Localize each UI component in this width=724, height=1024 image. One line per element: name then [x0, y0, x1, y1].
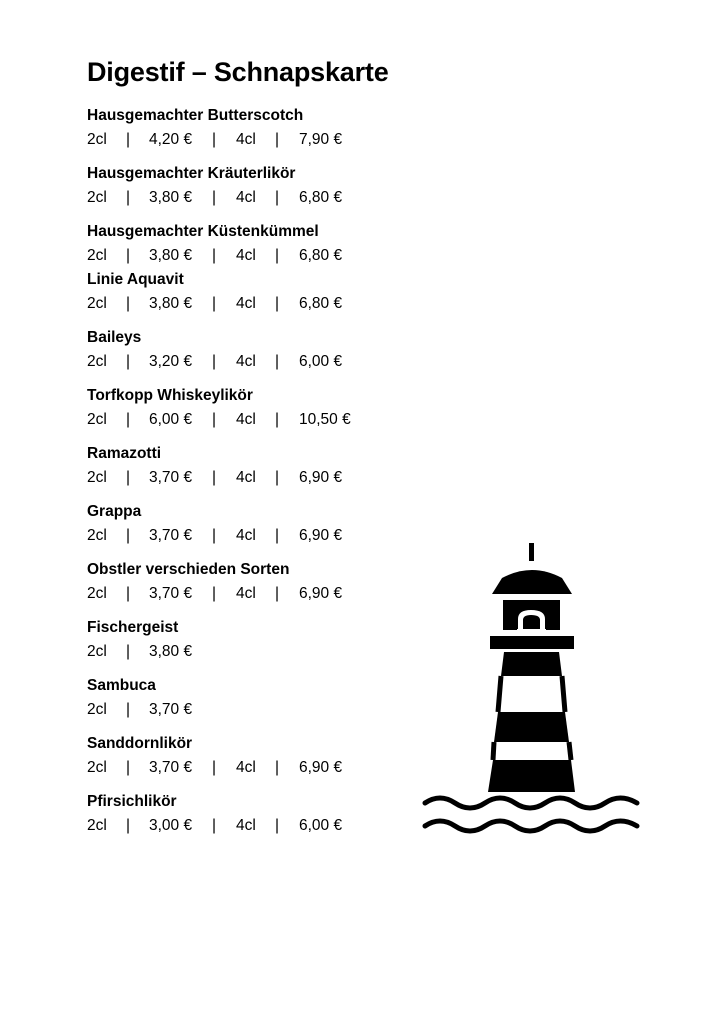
separator: | [275, 527, 280, 544]
size-large: 4cl [236, 817, 256, 834]
separator: | [212, 131, 217, 148]
item-name: Sambuca [87, 677, 156, 694]
size-small: 2cl [87, 817, 107, 834]
size-large: 4cl [236, 469, 256, 486]
size-large: 4cl [236, 527, 256, 544]
separator: | [126, 701, 131, 718]
separator: | [212, 759, 217, 776]
separator: | [275, 759, 280, 776]
separator: | [126, 353, 131, 370]
price-large: 10,50 € [299, 411, 351, 428]
separator: | [126, 189, 131, 206]
size-small: 2cl [87, 131, 107, 148]
separator: | [126, 247, 131, 264]
size-large: 4cl [236, 411, 256, 428]
price-large: 6,80 € [299, 189, 343, 206]
separator: | [212, 353, 217, 370]
size-large: 4cl [236, 247, 256, 264]
size-small: 2cl [87, 295, 107, 312]
price-small: 3,70 € [149, 759, 193, 776]
separator: | [126, 131, 131, 148]
separator: | [275, 469, 280, 486]
price-small: 3,20 € [149, 353, 193, 370]
size-small: 2cl [87, 353, 107, 370]
price-large: 6,80 € [299, 295, 343, 312]
price-large: 6,90 € [299, 585, 343, 602]
item-name: Ramazotti [87, 445, 162, 462]
separator: | [212, 527, 217, 544]
item-name: Obstler verschieden Sorten [87, 561, 290, 578]
price-large: 6,90 € [299, 527, 343, 544]
separator: | [275, 353, 280, 370]
size-small: 2cl [87, 247, 107, 264]
price-small: 3,70 € [149, 585, 193, 602]
price-large: 6,80 € [299, 247, 343, 264]
menu-list [87, 0, 417, 1024]
price-small: 3,80 € [149, 295, 193, 312]
separator: | [275, 585, 280, 602]
item-name: Sanddornlikör [87, 735, 193, 752]
price-small: 4,20 € [149, 131, 193, 148]
size-small: 2cl [87, 759, 107, 776]
price-small: 6,00 € [149, 411, 193, 428]
separator: | [212, 247, 217, 264]
separator: | [275, 131, 280, 148]
item-name: Linie Aquavit [87, 271, 184, 288]
item-name: Hausgemachter Kräuterlikör [87, 165, 296, 182]
size-large: 4cl [236, 759, 256, 776]
item-name: Hausgemachter Butterscotch [87, 107, 304, 124]
size-small: 2cl [87, 411, 107, 428]
price-small: 3,80 € [149, 247, 193, 264]
size-large: 4cl [236, 585, 256, 602]
item-name: Grappa [87, 503, 142, 520]
item-name: Hausgemachter Küstenkümmel [87, 223, 319, 240]
price-large: 6,00 € [299, 817, 343, 834]
separator: | [126, 295, 131, 312]
separator: | [275, 817, 280, 834]
price-large: 6,00 € [299, 353, 343, 370]
size-small: 2cl [87, 643, 107, 660]
size-small: 2cl [87, 701, 107, 718]
separator: | [275, 189, 280, 206]
separator: | [126, 817, 131, 834]
separator: | [126, 469, 131, 486]
separator: | [212, 411, 217, 428]
size-small: 2cl [87, 189, 107, 206]
price-small: 3,70 € [149, 469, 193, 486]
price-small: 3,70 € [149, 527, 193, 544]
price-large: 6,90 € [299, 469, 343, 486]
lighthouse-icon [420, 540, 642, 834]
separator: | [212, 189, 217, 206]
price-large: 6,90 € [299, 759, 343, 776]
separator: | [126, 759, 131, 776]
item-name: Pfirsichlikör [87, 793, 177, 810]
separator: | [212, 295, 217, 312]
size-small: 2cl [87, 527, 107, 544]
separator: | [212, 817, 217, 834]
separator: | [275, 411, 280, 428]
separator: | [212, 585, 217, 602]
size-large: 4cl [236, 131, 256, 148]
item-name: Fischergeist [87, 619, 179, 636]
page-title: Digestif – Schnapskarte [87, 57, 389, 87]
price-small: 3,80 € [149, 643, 193, 660]
separator: | [275, 295, 280, 312]
size-large: 4cl [236, 295, 256, 312]
separator: | [126, 411, 131, 428]
price-large: 7,90 € [299, 131, 343, 148]
separator: | [126, 527, 131, 544]
price-small: 3,00 € [149, 817, 193, 834]
size-small: 2cl [87, 469, 107, 486]
price-small: 3,80 € [149, 189, 193, 206]
price-small: 3,70 € [149, 701, 193, 718]
size-large: 4cl [236, 353, 256, 370]
item-name: Torfkopp Whiskeylikör [87, 387, 253, 404]
size-large: 4cl [236, 189, 256, 206]
separator: | [126, 643, 131, 660]
separator: | [126, 585, 131, 602]
item-name: Baileys [87, 329, 142, 346]
separator: | [275, 247, 280, 264]
size-small: 2cl [87, 585, 107, 602]
separator: | [212, 469, 217, 486]
